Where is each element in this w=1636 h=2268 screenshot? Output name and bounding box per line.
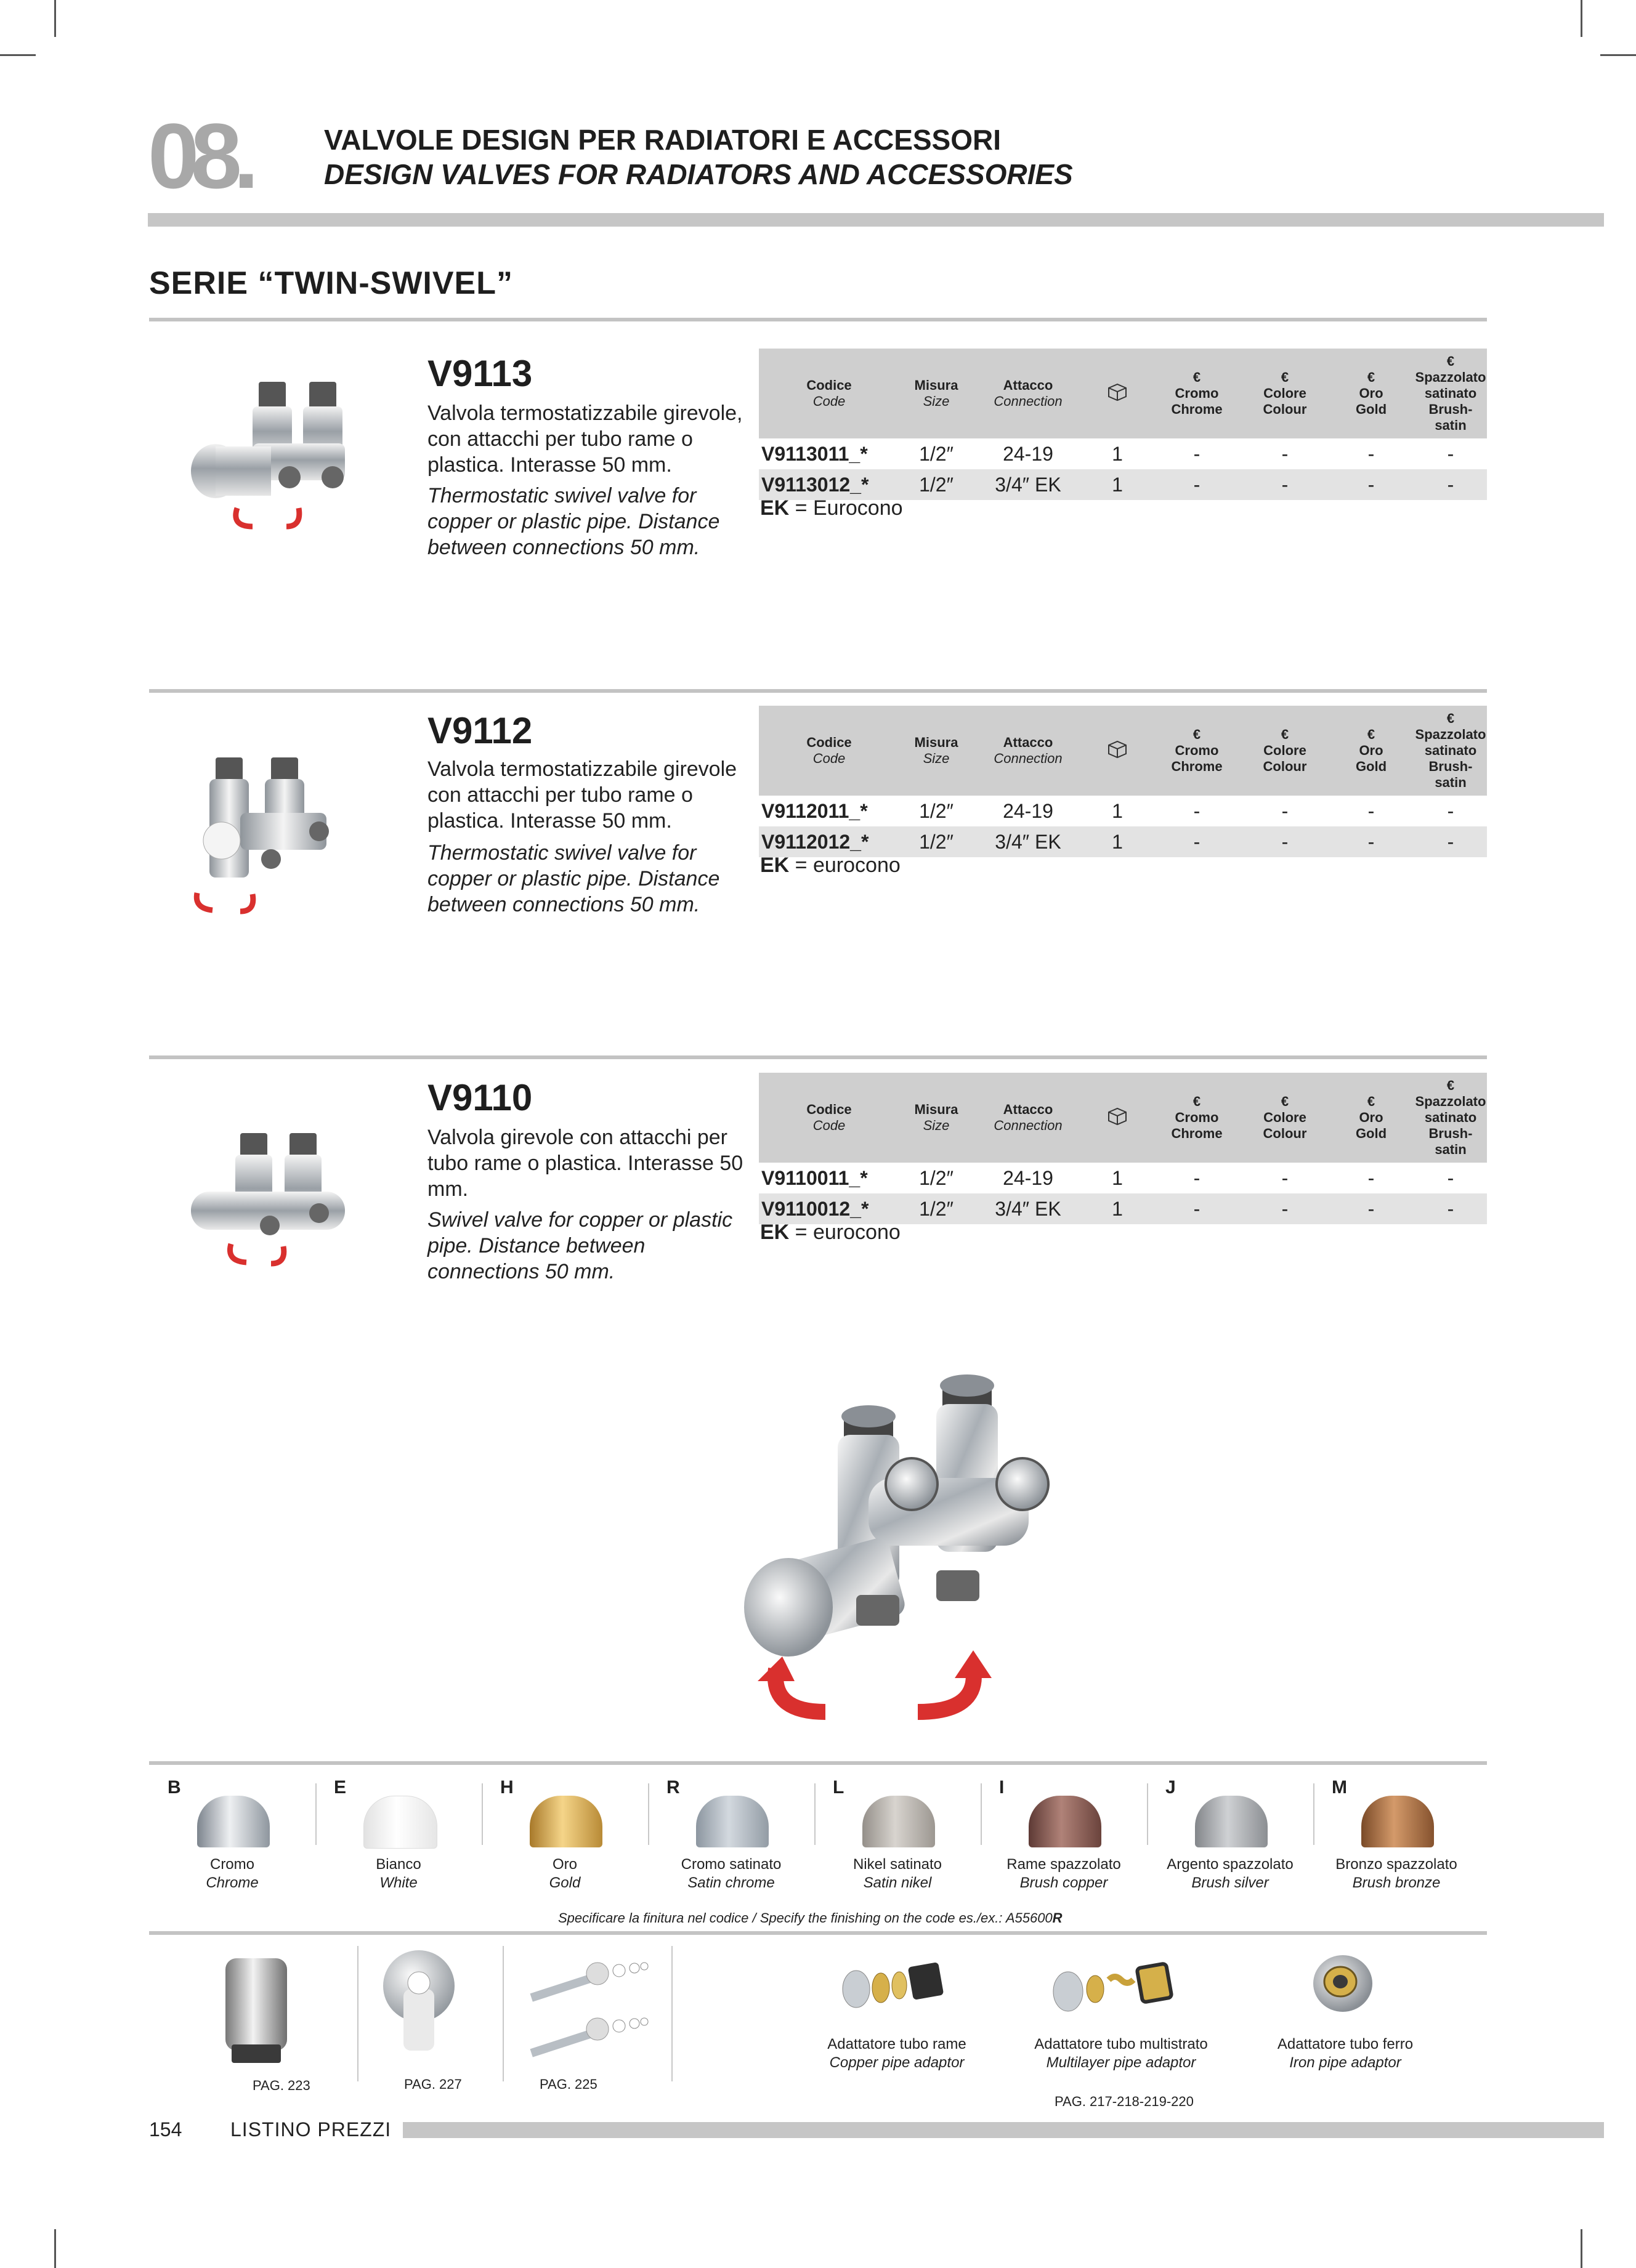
col-chrome: Chrome (1171, 1126, 1223, 1141)
cell-colore: - (1242, 1193, 1328, 1224)
finish-separator (1313, 1783, 1314, 1845)
euro-icon: € (1367, 727, 1375, 742)
cell-size: 1/2″ (919, 442, 954, 465)
copper-adaptor-label-en: Copper pipe adaptor (829, 2054, 965, 2071)
euro-icon: € (1193, 1094, 1201, 1109)
box-icon (1106, 1113, 1128, 1129)
table-row (759, 469, 1487, 500)
col-satinato: satinato (1424, 1110, 1477, 1125)
col-conn: Attacco (1003, 377, 1053, 393)
col-brush: Brush-satin (1428, 1126, 1473, 1157)
product-image-v9112 (179, 745, 357, 924)
finish-name-it: Argento spazzolato (1167, 1856, 1294, 1873)
cell-code: V9113011_* (761, 442, 868, 465)
cell-qty: 1 (1083, 826, 1152, 857)
cell-oro: - (1367, 1166, 1375, 1189)
col-size-en: Size (923, 393, 950, 409)
col-gold: Gold (1355, 402, 1387, 417)
cell-code: V9112012_* (759, 826, 899, 857)
finish-name-it: Bronzo spazzolato (1335, 1856, 1457, 1873)
finish-swatch-brush-bronze (1361, 1796, 1434, 1847)
ek-text: = Eurocono (789, 496, 903, 520)
finish-letter: B (168, 1777, 181, 1798)
cell-conn: 24-19 (1003, 1166, 1053, 1189)
acc-separator (671, 1946, 673, 2081)
cell-cromo: - (1193, 799, 1201, 822)
product-code: V9112 (427, 710, 533, 751)
cell-cromo: - (1152, 826, 1242, 857)
cell-cromo: - (1152, 1193, 1242, 1224)
col-size: Misura (914, 735, 958, 750)
copper-adaptor-image (838, 1952, 961, 2020)
finish-swatch-chrome (197, 1796, 270, 1847)
finish-name-it: Oro (552, 1856, 577, 1873)
pag-label: PAG. 223 (253, 2078, 310, 2093)
series-divider (149, 318, 1487, 321)
col-code-en: Code (812, 1118, 846, 1133)
iron-adaptor-label-en: Iron pipe adaptor (1289, 2054, 1401, 2071)
finish-separator (814, 1783, 816, 1845)
rosette-image (376, 1946, 462, 2057)
cell-cromo: - (1193, 1166, 1201, 1189)
table-row (759, 1193, 1487, 1224)
col-code-en: Code (812, 393, 846, 409)
col-colore: Colore (1263, 743, 1306, 758)
finish-separator (315, 1783, 317, 1845)
finish-name-it: Rame spazzolato (1006, 1856, 1121, 1873)
euro-icon: € (1446, 711, 1455, 726)
col-spazz: Spazzolato (1415, 727, 1486, 742)
cell-size: 1/2″ (899, 469, 973, 500)
cell-spazz: - (1414, 1193, 1487, 1224)
cell-oro: - (1328, 1193, 1414, 1224)
euro-icon: € (1367, 369, 1375, 385)
crop-mark (1581, 0, 1582, 37)
cell-conn: 3/4″ EK (973, 1193, 1083, 1224)
cell-spazz: - (1414, 469, 1487, 500)
euro-icon: € (1446, 1078, 1455, 1093)
cell-conn: 24-19 (1003, 442, 1053, 465)
multilayer-adaptor-image (1047, 1952, 1183, 2020)
pag-label: PAG. 227 (404, 2076, 462, 2092)
ek-legend (760, 1221, 901, 1245)
acc-separator (503, 1946, 504, 2081)
cell-conn: 3/4″ EK (973, 469, 1083, 500)
page-number: 154 (149, 2118, 182, 2141)
crop-mark (54, 2229, 56, 2268)
cell-colore: - (1281, 799, 1289, 822)
col-colour: Colour (1263, 402, 1307, 417)
col-conn-en: Connection (994, 393, 1063, 409)
finish-letter: M (1332, 1777, 1347, 1798)
finish-letter: J (1165, 1777, 1176, 1798)
cell-size: 1/2″ (899, 1193, 973, 1224)
finish-swatch-gold (530, 1796, 602, 1847)
ek-legend (760, 496, 903, 520)
finish-letter: H (500, 1777, 514, 1798)
cell-cromo: - (1152, 469, 1242, 500)
euro-icon: € (1281, 1094, 1289, 1109)
product-divider (149, 689, 1487, 693)
cell-code: V9113012_* (759, 469, 899, 500)
cell-qty: 1 (1083, 1193, 1152, 1224)
col-size: Misura (914, 1102, 958, 1117)
ek-legend (760, 854, 901, 878)
cell-qty: 1 (1112, 1166, 1123, 1189)
cell-size: 1/2″ (899, 826, 973, 857)
col-conn-en: Connection (994, 1118, 1063, 1133)
crop-mark (1600, 54, 1636, 56)
cell-spazz: - (1414, 826, 1487, 857)
cell-code: V9110011_* (761, 1166, 868, 1189)
finish-separator (482, 1783, 483, 1845)
product-desc-en: Thermostatic swivel valve for copper or plastic pipe. Distance between connections 50 mm. (427, 484, 720, 559)
header-divider (148, 213, 1604, 227)
crop-mark (54, 0, 56, 37)
cell-colore: - (1242, 826, 1328, 857)
cell-spazz: - (1447, 1166, 1454, 1189)
col-colore: Colore (1263, 385, 1306, 401)
acc-separator (357, 1946, 358, 2081)
footer-bar (403, 2122, 1604, 2138)
crop-mark (1581, 2229, 1582, 2268)
finish-name-it: Nikel satinato (852, 1856, 942, 1873)
finish-name-en: Satin nikel (863, 1875, 932, 1891)
cell-size: 1/2″ (919, 799, 954, 822)
multilayer-adaptor-label: Adattatore tubo multistrato (1034, 2036, 1208, 2052)
chapter-title-en: DESIGN VALVES FOR RADIATORS AND ACCESSORIES (324, 158, 1073, 190)
footer-label: LISTINO PREZZI (230, 2118, 392, 2141)
finish-swatch-brush-silver (1195, 1796, 1268, 1847)
thermostatic-head-image (219, 1952, 293, 2069)
crop-mark (0, 54, 36, 56)
chapter-number: 08. (148, 104, 251, 208)
cell-code: V9110012_* (759, 1193, 899, 1224)
cell-spazz: - (1447, 799, 1454, 822)
col-cromo: Cromo (1175, 385, 1219, 401)
col-chrome: Chrome (1171, 759, 1223, 774)
cell-colore: - (1242, 469, 1328, 500)
finish-swatch-satin-nikel (862, 1796, 935, 1847)
col-satinato: satinato (1424, 743, 1477, 758)
finish-name-en: Chrome (206, 1875, 259, 1891)
cell-qty: 1 (1112, 799, 1123, 822)
multilayer-adaptor-label-en: Multilayer pipe adaptor (1046, 2054, 1196, 2071)
series-title: SERIE “TWIN-SWIVEL” (149, 265, 513, 301)
ek-key: EK (760, 1221, 790, 1244)
table-header-row (759, 1073, 1487, 1163)
product-image-v9113 (179, 369, 357, 536)
col-code-en: Code (812, 751, 846, 766)
finish-note-suffix: R (1052, 1910, 1063, 1926)
cell-oro: - (1367, 799, 1375, 822)
finish-letter: R (666, 1777, 680, 1798)
product-desc-en: Thermostatic swivel valve for copper or plastic pipe. Distance between connections 50 mm. (427, 841, 720, 916)
ek-key: EK (760, 854, 790, 877)
box-icon (1106, 389, 1128, 405)
col-code: Codice (806, 1102, 852, 1117)
table-row (759, 438, 1487, 469)
col-code: Codice (806, 735, 852, 750)
finish-letter: L (833, 1777, 844, 1798)
finish-name-en: Brush bronze (1352, 1875, 1441, 1891)
finish-swatch-satin-chrome (696, 1796, 769, 1847)
pag-label-adaptors: PAG. 217-218-219-220 (1055, 2094, 1194, 2109)
product-desc-it: Valvola termostatizzabile girevole, con attacchi per tubo rame o plastica. Interasse 50 mm. (427, 402, 743, 477)
pag-label: PAG. 225 (540, 2076, 597, 2092)
cell-size: 1/2″ (919, 1166, 954, 1189)
cell-qty: 1 (1083, 469, 1152, 500)
ek-text: = eurocono (789, 854, 901, 877)
accessories-divider (149, 1931, 1487, 1935)
pipe-extension-image (517, 1946, 665, 2063)
large-valve-image (721, 1367, 1103, 1749)
finish-note (558, 1910, 1063, 1926)
col-oro: Oro (1359, 743, 1383, 758)
cell-spazz: - (1447, 442, 1454, 465)
col-oro: Oro (1359, 1110, 1383, 1125)
iron-adaptor-image (1306, 1950, 1380, 2017)
table-row (759, 796, 1487, 826)
price-table (759, 1073, 1487, 1224)
finish-name-it: Cromo satinato (681, 1856, 782, 1873)
finish-name-it: Bianco (376, 1856, 421, 1873)
euro-icon: € (1446, 353, 1455, 369)
product-code: V9113 (427, 353, 533, 394)
finish-letter: I (999, 1777, 1005, 1798)
cell-conn: 24-19 (1003, 799, 1053, 822)
col-colour: Colour (1263, 1126, 1307, 1141)
cell-colore: - (1281, 442, 1289, 465)
cell-oro: - (1328, 826, 1414, 857)
finish-separator (648, 1783, 649, 1845)
col-colour: Colour (1263, 759, 1307, 774)
ek-text: = eurocono (789, 1221, 901, 1244)
col-size: Misura (914, 377, 958, 393)
cell-cromo: - (1193, 442, 1201, 465)
col-cromo: Cromo (1175, 1110, 1219, 1125)
col-code: Codice (806, 377, 852, 393)
cell-oro: - (1367, 442, 1375, 465)
col-colore: Colore (1263, 1110, 1306, 1125)
product-desc-it: Valvola termostatizzabile girevole con attacchi per tubo rame o plastica. Interasse 50 mm. (427, 757, 737, 833)
euro-icon: € (1193, 727, 1201, 742)
cell-qty: 1 (1112, 442, 1123, 465)
col-oro: Oro (1359, 385, 1383, 401)
euro-icon: € (1367, 1094, 1375, 1109)
col-brush: Brush-satin (1428, 759, 1473, 790)
col-cromo: Cromo (1175, 743, 1219, 758)
finish-swatch-brush-copper (1029, 1796, 1101, 1847)
col-spazz: Spazzolato (1415, 369, 1486, 385)
finish-name-en: Satin chrome (687, 1875, 775, 1891)
finish-name-en: Brush silver (1191, 1875, 1269, 1891)
finish-name-en: White (379, 1875, 418, 1891)
euro-icon: € (1281, 727, 1289, 742)
cell-conn: 3/4″ EK (973, 826, 1083, 857)
copper-adaptor-label: Adattatore tubo rame (827, 2036, 966, 2052)
col-gold: Gold (1355, 1126, 1387, 1141)
finish-name-en: Gold (549, 1875, 581, 1891)
col-size-en: Size (923, 751, 950, 766)
box-icon (1106, 746, 1128, 762)
table-row (759, 1163, 1487, 1193)
ek-key: EK (760, 496, 790, 520)
table-header-row (759, 349, 1487, 438)
col-size-en: Size (923, 1118, 950, 1133)
table-header-row (759, 706, 1487, 796)
product-divider (149, 1055, 1487, 1059)
finish-swatch-white (363, 1796, 437, 1849)
table-row (759, 826, 1487, 857)
col-brush: Brush-satin (1428, 402, 1473, 433)
cell-colore: - (1281, 1166, 1289, 1189)
col-conn-en: Connection (994, 751, 1063, 766)
finish-letter: E (334, 1777, 347, 1798)
col-gold: Gold (1355, 759, 1387, 774)
finish-note-text: Specificare la finitura nel codice / Specify the finishing on the code es./ex.: A55600 (558, 1910, 1053, 1926)
cell-code: V9112011_* (761, 799, 868, 822)
product-desc-en: Swivel valve for copper or plastic pipe. Distance between connections 50 mm. (427, 1208, 733, 1283)
finish-name-en: Brush copper (1019, 1875, 1108, 1891)
col-conn: Attacco (1003, 1102, 1053, 1117)
col-spazz: Spazzolato (1415, 1094, 1486, 1109)
iron-adaptor-label: Adattatore tubo ferro (1277, 2036, 1414, 2052)
col-satinato: satinato (1424, 385, 1477, 401)
finish-separator (1147, 1783, 1148, 1845)
price-table (759, 706, 1487, 857)
euro-icon: € (1193, 369, 1201, 385)
product-desc-it: Valvola girevole con attacchi per tubo rame o plastica. Interasse 50 mm. (427, 1126, 743, 1201)
col-chrome: Chrome (1171, 402, 1223, 417)
product-code: V9110 (427, 1077, 533, 1118)
finishes-strip (149, 1765, 1487, 1900)
euro-icon: € (1281, 369, 1289, 385)
finish-separator (981, 1783, 982, 1845)
price-table (759, 349, 1487, 500)
col-conn: Attacco (1003, 735, 1053, 750)
product-image-v9110 (179, 1121, 357, 1287)
finish-name-it: Cromo (209, 1856, 254, 1873)
chapter-title-it: VALVOLE DESIGN PER RADIATORI E ACCESSORI (324, 124, 1002, 156)
cell-oro: - (1328, 469, 1414, 500)
